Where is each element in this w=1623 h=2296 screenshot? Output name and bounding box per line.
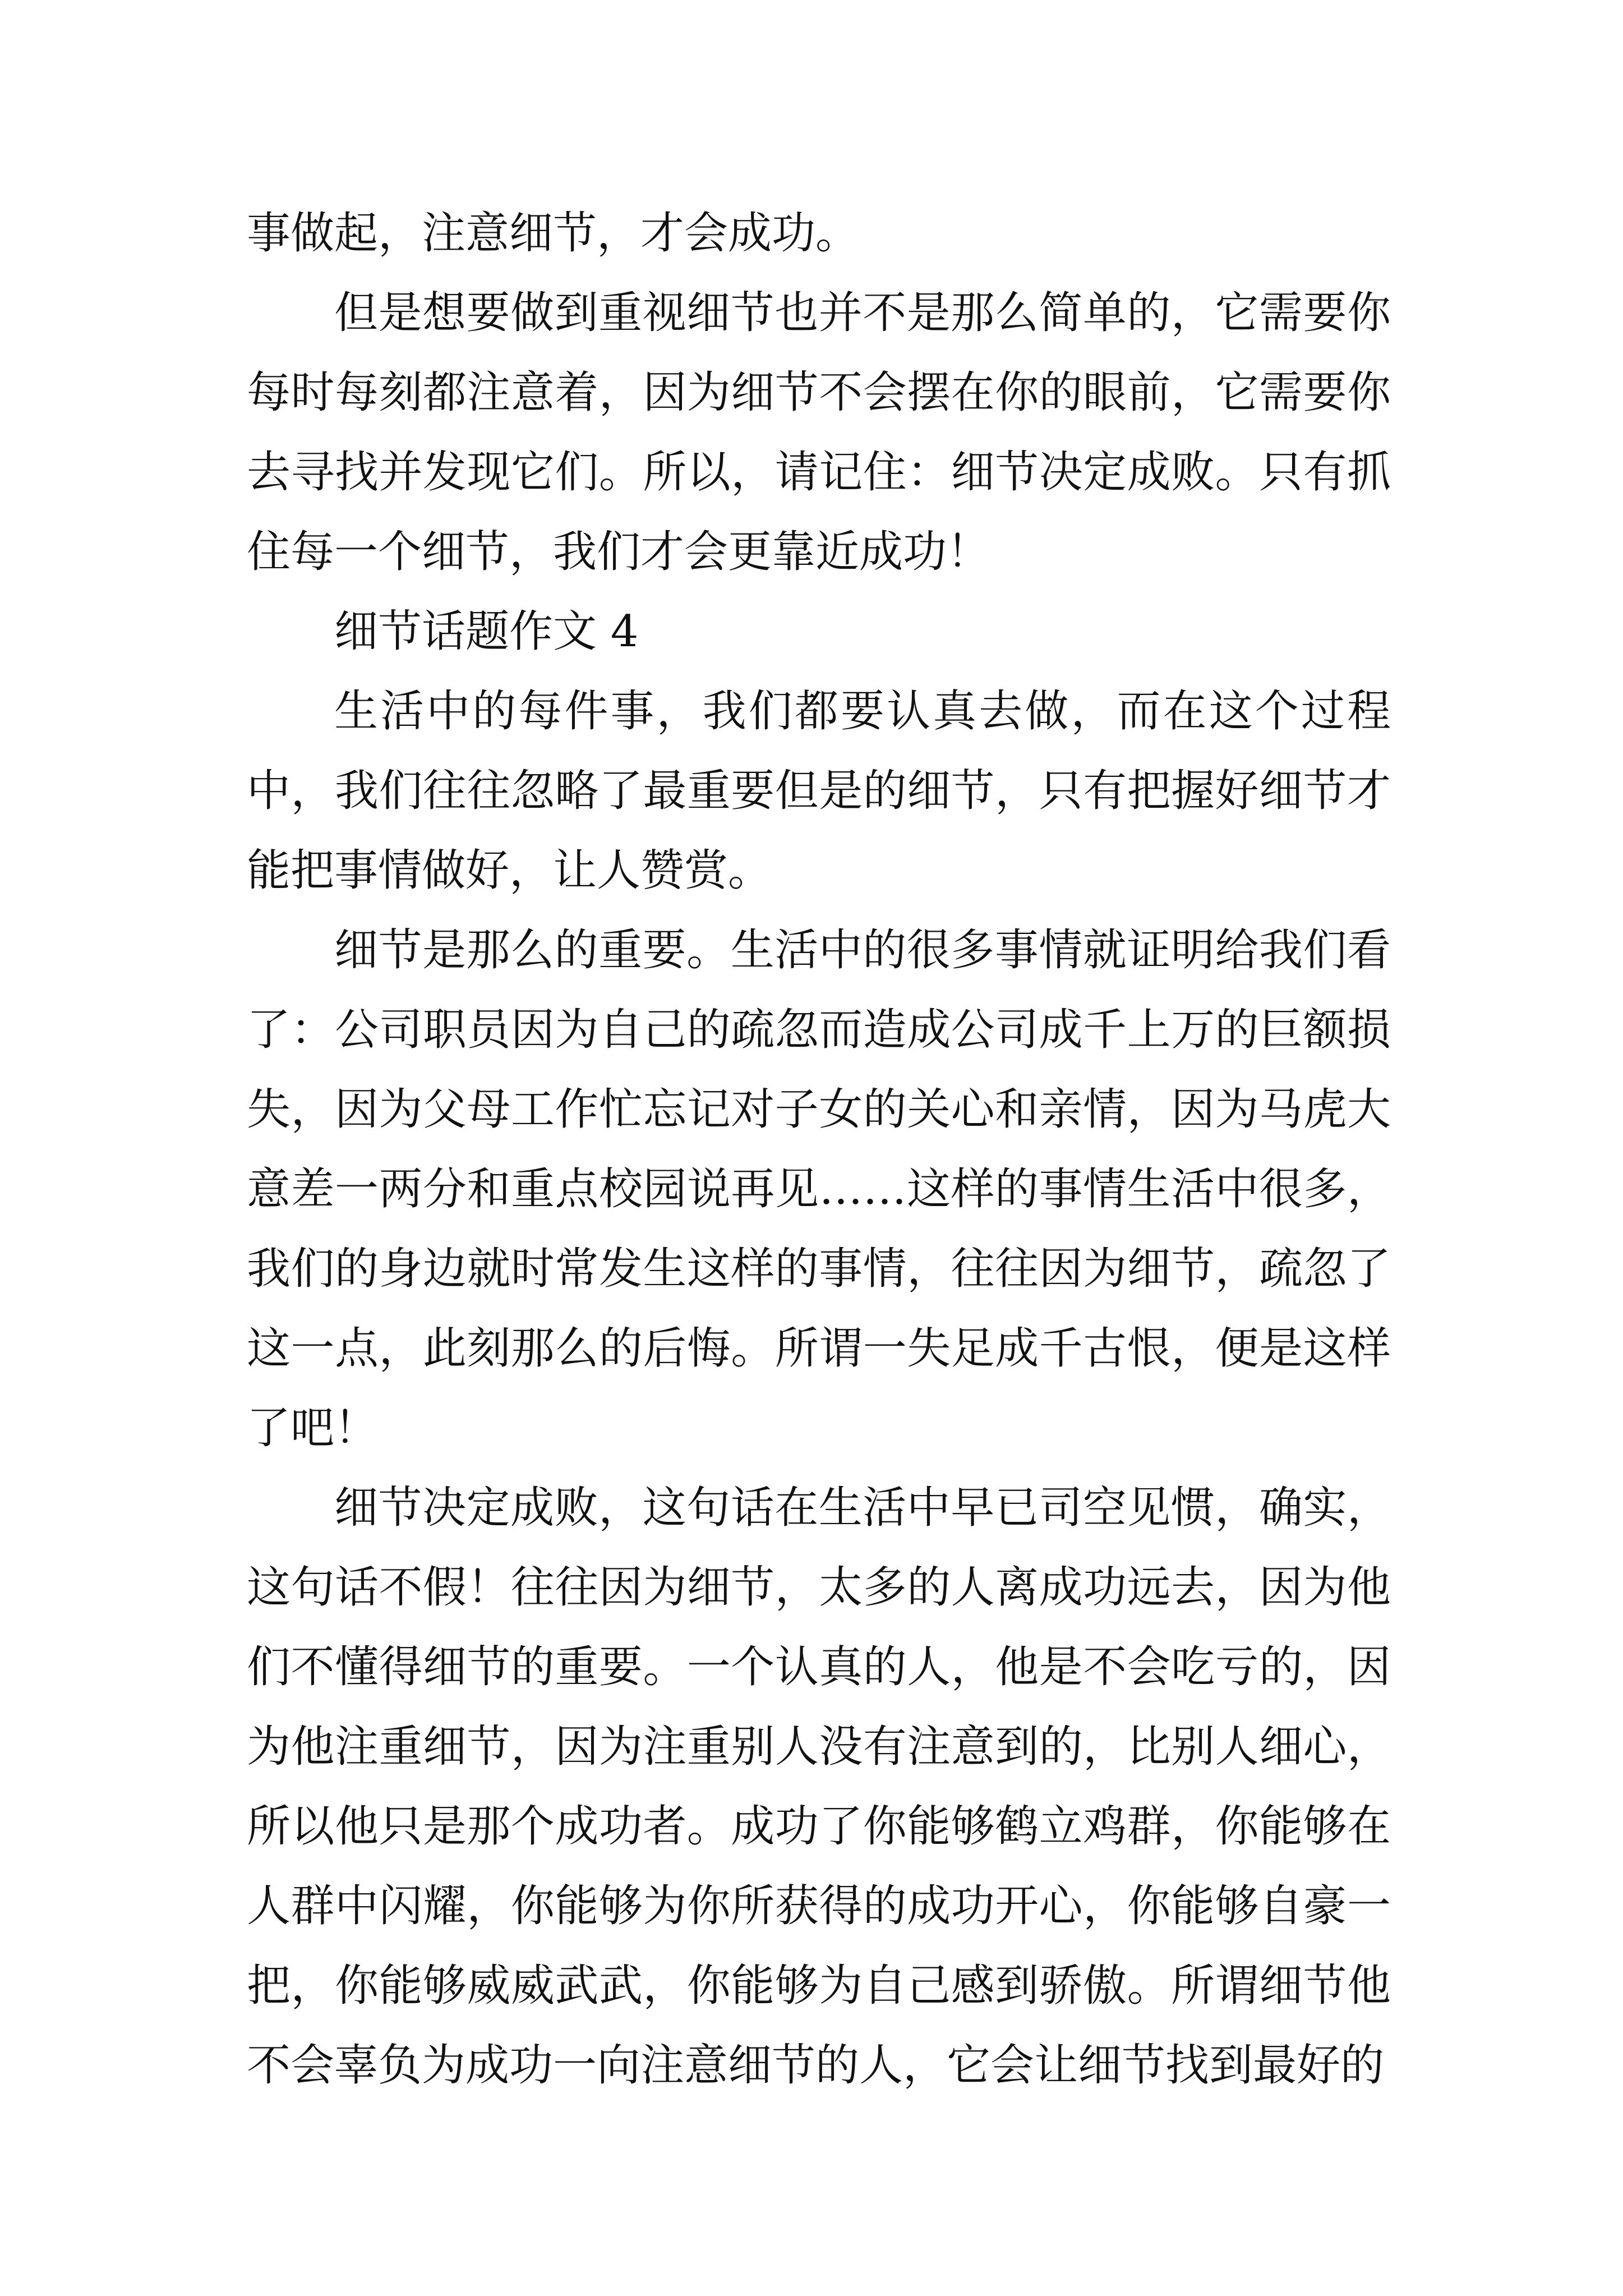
section-heading: 细节话题作文 4 bbox=[334, 606, 639, 657]
paragraph-continuation: 事做起，注意细节，才会成功。 bbox=[247, 208, 860, 259]
paragraph: 细节是那么的重要。生活中的很多事情就证明给我们看了：公司职员因为自己的疏忽而造成公司成千上万的巨额损失，因为父母工作忙忘记对子女的关心和亲情，因为马虎大意差一两分和重点校园说再见……这样的事情生活中很多，我们的身边就时常发生这样的事情，往往因为细节，疏忽了这一点，此刻那么的后悔。所谓一失足成千古恨，便是这样了吧！ bbox=[247, 925, 1391, 1453]
paragraph: 细节决定成败，这句话在生活中早已司空见惯，确实，这句话不假！往往因为细节，太多的人离成功远去，因为他们不懂得细节的重要。一个认真的人，他是不会吃亏的，因为他注重细节，因为注重别人没有注意到的，比别人细心，所以他只是那个成功者。成功了你能够鹤立鸡群，你能够在人群中闪耀，你能够为你所获得的成功开心，你能够自豪一把，你能够威威武武，你能够为自己感到骄傲。所谓细节他不会辜负为成功一向注意细节的人，它会让细节找到最好的 bbox=[247, 1483, 1391, 2091]
document-body bbox=[247, 194, 1391, 2105]
paragraph: 但是想要做到重视细节也并不是那么简单的，它需要你每时每刻都注意着，因为细节不会摆在你的眼前，它需要你去寻找并发现它们。所以，请记住：细节决定成败。只有抓住每一个细节，我们才会更靠近成功！ bbox=[247, 288, 1391, 577]
paragraph: 生活中的每件事，我们都要认真去做，而在这个过程中，我们往往忽略了最重要但是的细节，只有把握好细节才能把事情做好，让人赞赏。 bbox=[247, 686, 1391, 896]
